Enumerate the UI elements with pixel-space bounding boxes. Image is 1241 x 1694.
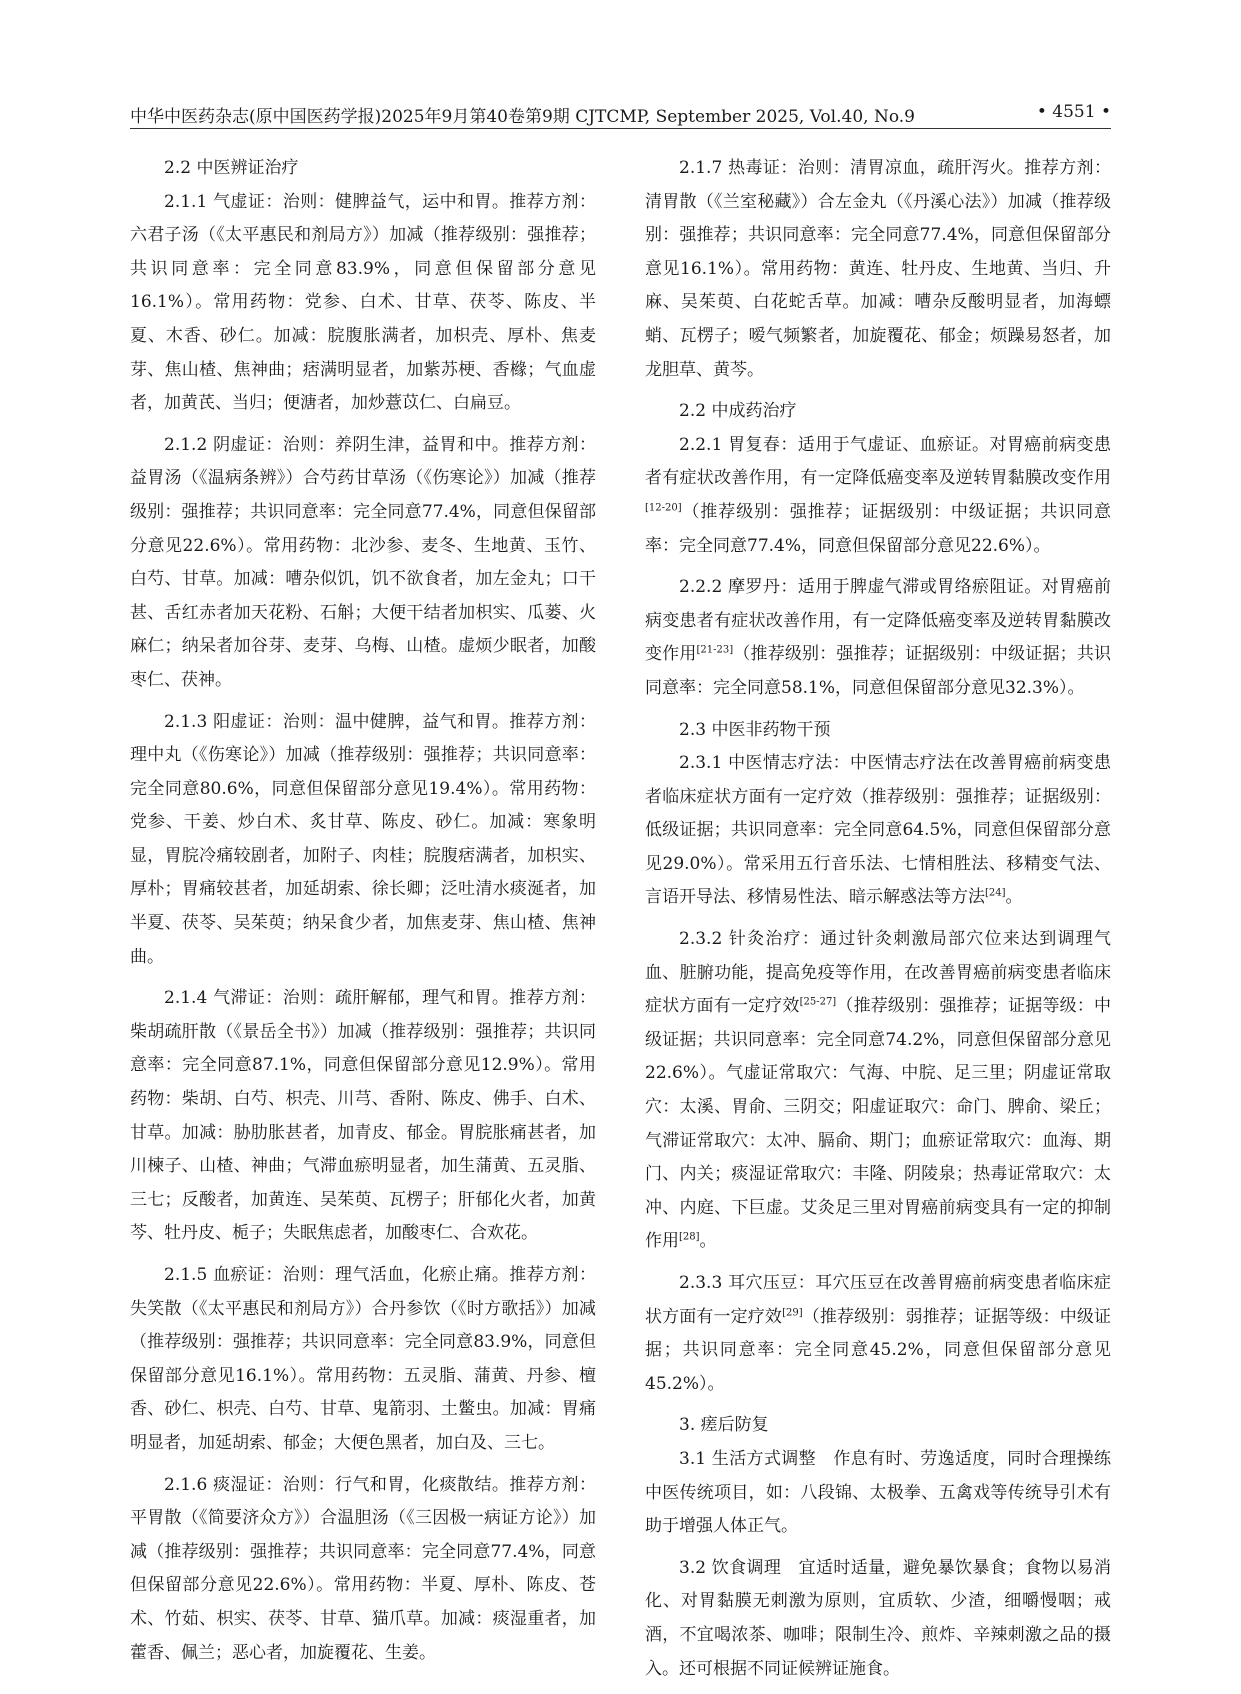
citation: [28] xyxy=(679,1231,700,1243)
section-heading: 2.2 中医辨证治疗 xyxy=(164,158,299,178)
paragraph-3-2: 3.2 饮食调理 宜适时适量，避免暴饮暴食；食物以易消化、对胃黏膜无刺激为原则，宜质软、少渣，细嚼慢咽；戒酒，不宜喝浓茶、咖啡；限制生冷、煎炸、辛辣刺激之品的摄入。还可根据不同证候辨证施食。 xyxy=(645,1557,1111,1679)
paragraph-text: （推荐级别：弱推荐；证据等级：中级证据；共识同意率：完全同意45.2%，同意但保留部分意见45.2%）。 xyxy=(645,1306,1112,1394)
paragraph-text: 2.2.2 摩罗丹：适用于脾虚气滞或胃络瘀阻证。对胃癌前病变患者有症状改善作用，有一定降低癌变率及逆转胃黏膜改变作用 xyxy=(645,577,1111,665)
section-heading: 2.2 中成药治疗 xyxy=(679,401,797,422)
paragraph-2-1-4: 2.1.4 气滞证：治则：疏肝解郁，理气和胃。推荐方剂：柴胡疏肝散（《景岳全书》）加减（推荐级别：强推荐；共识同意率：完全同意87.1%，同意但保留部分意见12.9%）。常用药物：柴胡、白芍、枳壳、川芎、香附、陈皮、佛手、白术、甘草。加减：胁肋胀甚者，加青皮、郁金。胃脘胀痛甚者，加川楝子、山楂、神曲；气滞血瘀明显者，加生蒲黄、五灵脂、三七；反酸者，加黄连、吴茱萸、瓦楞子；肝郁化火者，加黄芩、牡丹皮、栀子；失眠焦虑者，加酸枣仁、合欢花。 xyxy=(130,988,596,1244)
paragraph-text: 2.3.1 中医情志疗法：中医情志疗法在改善胃癌前病变患者临床症状方面有一定疗效（推荐级别：强推荐；证据级别：低级证据；共识同意率：完全同意64.5%，同意但保留部分意见29.0%）。常采用五行音乐法、七情相胜法、移精变气法、言语开导法、移情易性法、暗示解惑法等方法 xyxy=(645,753,1111,908)
citation: [21-23] xyxy=(696,644,734,656)
right-column xyxy=(645,152,1111,1694)
paragraph-2-1-5: 2.1.5 血瘀证：治则：理气活血，化瘀止痛。推荐方剂：失笑散（《太平惠民和剂局方》）合丹参饮（《时方歌括》）加减（推荐级别：强推荐；共识同意率：完全同意83.9%，同意但保留部分意见16.1%）。常用药物：五灵脂、蒲黄、丹参、檀香、砂仁、枳壳、白芍、甘草、鬼箭羽、土鳖虫。加减：胃痛明显者，加延胡索、郁金；大便色黑者，加白及、三七。 xyxy=(130,1265,596,1453)
left-column xyxy=(130,152,596,1678)
paragraph-3-1: 3.1 生活方式调整 作息有时、劳逸适度，同时合理操练中医传统项目，如：八段锦、太极拳、五禽戏等传统导引术有助于增强人体正气。 xyxy=(645,1448,1111,1537)
paragraph-2-1-3: 2.1.3 阳虚证：治则：温中健脾，益气和胃。推荐方剂：理中丸（《伤寒论》）加减（推荐级别：强推荐；共识同意率：完全同意80.6%，同意但保留部分意见19.4%）。常用药物：党参、干姜、炒白术、炙甘草、陈皮、砂仁。加减：寒象明显，胃脘冷痛较剧者，加附子、肉桂；脘腹痞满者，加枳实、厚朴；胃痛较甚者，加延胡索、徐长卿；泛吐清水痰涎者，加半夏、茯苓、吴茱萸；纳呆食少者，加焦麦芽、焦山楂、焦神曲。 xyxy=(130,711,596,967)
paragraph-2-3-3 xyxy=(645,1267,1111,1401)
paragraph-2-2-2 xyxy=(645,571,1111,705)
paragraph-text: 。 xyxy=(1005,887,1023,908)
paragraph-text: 2.2.1 胃复春：适用于气虚证、血瘀证。对胃癌前病变患者有症状改善作用，有一定降低癌变率及逆转胃黏膜改变作用 xyxy=(645,434,1111,489)
paragraph-text: 。 xyxy=(699,1231,717,1252)
paragraph-text: （推荐级别：强推荐；证据级别：中级证据；共识同意率：完全同意77.4%，同意但保留部分意见22.6%）。 xyxy=(645,501,1111,556)
section-heading: 2.3 中医非药物干预 xyxy=(679,719,831,740)
paragraph-2-1-1: 2.1.1 气虚证：治则：健脾益气，运中和胃。推荐方剂：六君子汤（《太平惠民和剂局方》）加减（推荐级别：强推荐；共识同意率：完全同意83.9%，同意但保留部分意见16.1%）。常用药物：党参、白术、甘草、茯苓、陈皮、半夏、木香、砂仁。加减：脘腹胀满者，加枳壳、厚朴、焦麦芽、焦山楂、焦神曲；痞满明显者，加紫苏梗、香橼；气血虚者，加黄芪、当归；便溏者，加炒薏苡仁、白扁豆。 xyxy=(130,191,596,414)
paragraph-text: 2.3.3 耳穴压豆：耳穴压豆在改善胃癌前病变患者临床症状方面有一定疗效 xyxy=(645,1273,1111,1327)
paragraph-2-1-2: 2.1.2 阴虚证：治则：养阴生津，益胃和中。推荐方剂：益胃汤（《温病条辨》）合芍药甘草汤（《伤寒论》）加减（推荐级别：强推荐；共识同意率：完全同意77.4%，同意但保留部分意见22.6%）。常用药物：北沙参、麦冬、生地黄、玉竹、白芍、甘草。加减：嘈杂似饥，饥不欲食者，加左金丸；口干甚、舌红赤者加天花粉、石斛；大便干结者加枳实、瓜蒌、火麻仁；纳呆者加谷芽、麦芽、乌梅、山楂。虚烦少眠者，加酸枣仁、茯神。 xyxy=(130,434,596,690)
paragraph-text: （推荐级别：强推荐；证据级别：中级证据；共识同意率：完全同意58.1%，同意但保留部分意见32.3%）。 xyxy=(645,644,1112,698)
citation: [25-27] xyxy=(799,996,837,1008)
paragraph-2-3-2 xyxy=(645,923,1111,1259)
paragraph-text: 2.3.2 针灸治疗：通过针灸刺激局部穴位来达到调理气血、脏腑功能，提高免疫等作用，在改善胃癌前病变患者临床症状方面有一定疗效 xyxy=(645,929,1111,1017)
paragraph-2-3-1 xyxy=(645,747,1111,915)
citation: [12-20] xyxy=(645,502,682,514)
paragraph-text: （推荐级别：强推荐；证据等级：中级证据；共识同意率：完全同意74.2%，同意但保留部分意见22.6%）。气虚证常取穴：气海、中脘、足三里；阴虚证常取穴：太溪、胃俞、三阴交；阳虚证取穴：命门、脾俞、梁丘；气滞证常取穴：太冲、膈俞、期门；血瘀证常取穴：血海、期门、内关；痰湿证常取穴：丰隆、阴陵泉；热毒证常取穴：太冲、内庭、下巨虚。艾灸足三里对胃癌前病变具有一定的抑制作用 xyxy=(645,996,1112,1252)
citation: [29] xyxy=(782,1306,803,1318)
journal-citation: 中华中医药杂志(原中国医药学报)2025年9月第40卷第9期 CJTCMP, September 2025, Vol.40, No.9 xyxy=(130,107,915,127)
section-heading: 3. 瘥后防复 xyxy=(679,1415,769,1436)
page-number: • 4551 • xyxy=(1036,102,1111,122)
paragraph-2-1-6: 2.1.6 痰湿证：治则：行气和胃，化痰散结。推荐方剂：平胃散（《简要济众方》）合温胆汤（《三因极一病证方论》）加减（推荐级别：强推荐；共识同意率：完全同意77.4%，同意但保留部分意见22.6%）。常用药物：半夏、厚朴、陈皮、苍术、竹茹、枳实、茯苓、甘草、猫爪草。加减：痰湿重者，加藿香、佩兰；恶心者，加旋覆花、生姜。 xyxy=(130,1474,596,1663)
paragraph-2-1-7: 2.1.7 热毒证：治则：清胃凉血，疏肝泻火。推荐方剂：清胃散（《兰室秘藏》）合左金丸（《丹溪心法》）加减（推荐级别：强推荐；共识同意率：完全同意77.4%，同意但保留部分意见16.1%）。常用药物：黄连、牡丹皮、生地黄、当归、升麻、吴茱萸、白花蛇舌草。加减：嘈杂反酸明显者，加海螵蛸、瓦楞子；嗳气频繁者，加旋覆花、郁金；烦躁易怒者，加龙胆草、黄芩。 xyxy=(645,158,1111,380)
running-header xyxy=(130,98,1111,129)
citation: [24] xyxy=(985,887,1006,899)
paragraph-2-2-1 xyxy=(645,429,1111,563)
